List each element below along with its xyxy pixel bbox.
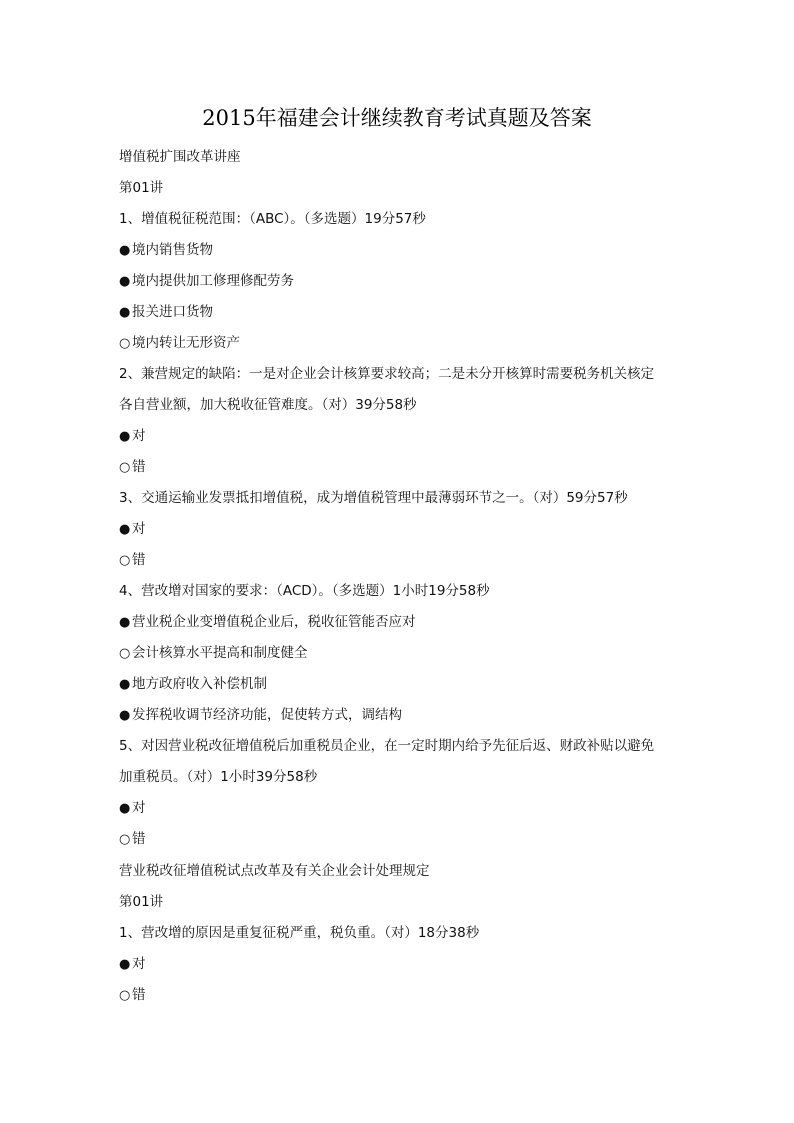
answer-option	[119, 706, 679, 725]
answer-option	[119, 303, 679, 322]
selected-marker-icon: ●	[119, 243, 131, 258]
option-label: 境内销售货物	[132, 242, 213, 258]
answer-option	[119, 458, 679, 477]
question-text-continued: 各自营业额，加大税收征管难度。（对）39分58秒	[119, 397, 417, 413]
option-label: 错	[132, 552, 146, 568]
question-text: 2、兼营规定的缺陷：一是对企业会计核算要求较高；二是未分开核算时需要税务机关核定	[119, 366, 655, 382]
answer-option	[119, 241, 679, 260]
unselected-marker-icon: ○	[119, 336, 131, 351]
answer-option	[119, 986, 679, 1005]
answer-option	[119, 613, 679, 632]
question-text: 1、营改增的原因是重复征税严重，税负重。（对）18分38秒	[119, 925, 480, 941]
answer-option	[119, 520, 679, 539]
lecture-label: 第01讲	[119, 894, 164, 910]
selected-marker-icon: ●	[119, 522, 131, 537]
option-label: 对	[132, 521, 146, 537]
document-title: 2015年福建会计继续教育考试真题及答案	[202, 106, 592, 130]
option-label: 对	[132, 800, 146, 816]
option-label: 营业税企业变增值税企业后，税收征管能否应对	[132, 614, 416, 630]
selected-marker-icon: ●	[119, 957, 131, 972]
section-heading: 增值税扩围改革讲座	[119, 149, 241, 165]
answer-option	[119, 551, 679, 570]
question-text-continued: 加重税员。（对）1小时39分58秒	[119, 769, 318, 785]
selected-marker-icon: ●	[119, 677, 131, 692]
option-label: 境内提供加工修理修配劳务	[132, 273, 294, 289]
selected-marker-icon: ●	[119, 305, 131, 320]
selected-marker-icon: ●	[119, 801, 131, 816]
question-text: 5、对因营业税改征增值税后加重税员企业，在一定时期内给予先征后返、财政补贴以避免	[119, 738, 655, 754]
lecture-label: 第01讲	[119, 180, 164, 196]
answer-option	[119, 272, 679, 291]
selected-marker-icon: ●	[119, 708, 131, 723]
option-label: 错	[132, 459, 146, 475]
option-label: 错	[132, 831, 146, 847]
answer-option	[119, 830, 679, 849]
option-label: 境内转让无形资产	[132, 335, 240, 351]
question-text: 4、营改增对国家的要求：（ACD）。（多选题）1小时19分58秒	[119, 583, 490, 599]
question-text: 1、增值税征税范围：（ABC）。（多选题）19分57秒	[119, 211, 426, 227]
selected-marker-icon: ●	[119, 274, 131, 289]
selected-marker-icon: ●	[119, 429, 131, 444]
answer-option	[119, 427, 679, 446]
unselected-marker-icon: ○	[119, 988, 131, 1003]
option-label: 对	[132, 956, 146, 972]
unselected-marker-icon: ○	[119, 553, 131, 568]
answer-option	[119, 334, 679, 353]
unselected-marker-icon: ○	[119, 460, 131, 475]
option-label: 会计核算水平提高和制度健全	[132, 645, 308, 661]
option-label: 发挥税收调节经济功能，促使转方式，调结构	[132, 707, 402, 723]
option-label: 对	[132, 428, 146, 444]
option-label: 地方政府收入补偿机制	[132, 676, 267, 692]
unselected-marker-icon: ○	[119, 646, 131, 661]
answer-option	[119, 675, 679, 694]
option-label: 错	[132, 987, 146, 1003]
option-label: 报关进口货物	[132, 304, 213, 320]
unselected-marker-icon: ○	[119, 832, 131, 847]
question-text: 3、交通运输业发票抵扣增值税，成为增值税管理中最薄弱环节之一。（对）59分57秒	[119, 490, 628, 506]
answer-option	[119, 955, 679, 974]
section-heading: 营业税改征增值税试点改革及有关企业会计处理规定	[119, 863, 430, 879]
selected-marker-icon: ●	[119, 615, 131, 630]
answer-option	[119, 799, 679, 818]
answer-option	[119, 644, 679, 663]
